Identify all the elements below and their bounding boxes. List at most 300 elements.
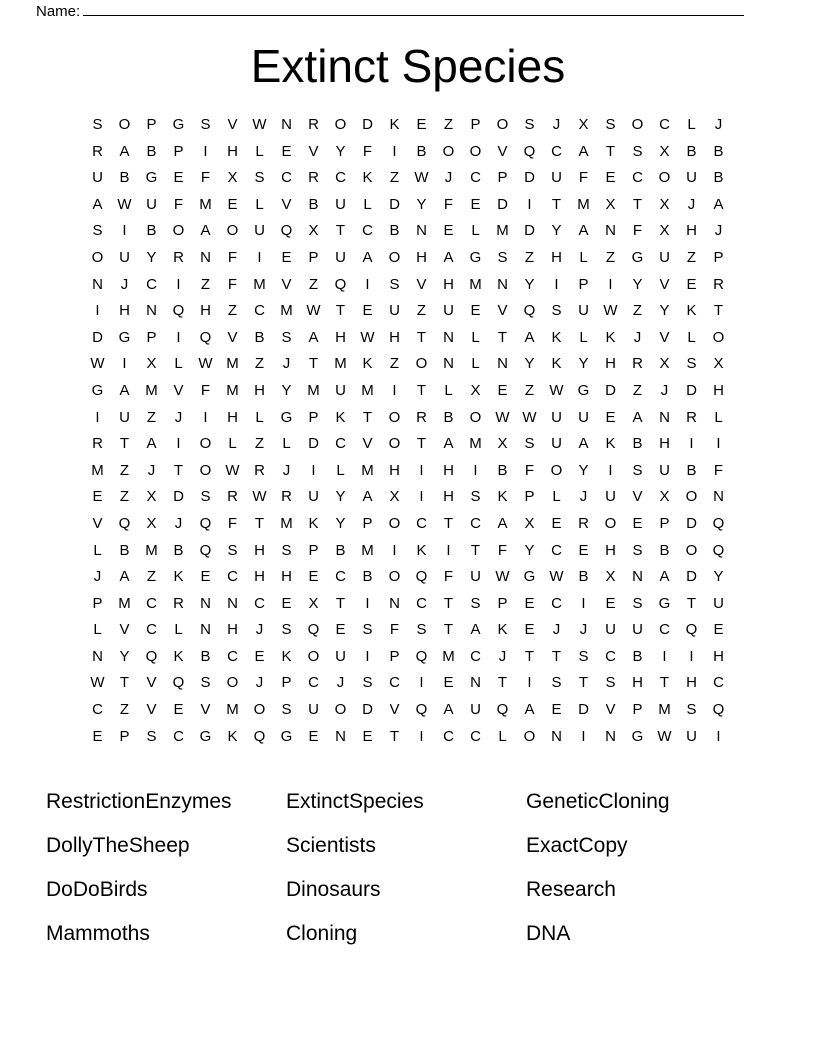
grid-cell[interactable]: M xyxy=(145,381,158,399)
grid-cell[interactable]: D xyxy=(497,195,508,213)
grid-cell[interactable]: M xyxy=(361,461,374,479)
grid-cell[interactable]: U xyxy=(335,647,346,665)
grid-cell[interactable]: V xyxy=(227,328,238,346)
grid-cell[interactable]: G xyxy=(199,727,212,745)
grid-cell[interactable]: Q xyxy=(685,621,698,639)
grid-cell[interactable]: A xyxy=(119,381,130,399)
grid-cell[interactable]: I xyxy=(392,381,397,399)
grid-cell[interactable]: T xyxy=(713,302,724,320)
grid-cell[interactable]: N xyxy=(443,328,454,346)
grid-cell[interactable]: I xyxy=(176,275,181,293)
grid-cell[interactable]: F xyxy=(227,275,238,293)
grid-cell[interactable]: I xyxy=(581,727,586,745)
grid-cell[interactable]: P xyxy=(389,647,400,665)
grid-cell[interactable]: P xyxy=(497,169,508,187)
grid-cell[interactable]: T xyxy=(362,408,373,426)
grid-cell[interactable]: O xyxy=(388,568,401,586)
word-list-item[interactable]: DollyTheSheep xyxy=(46,834,190,857)
grid-cell[interactable]: O xyxy=(307,647,320,665)
grid-cell[interactable]: J xyxy=(660,381,669,399)
grid-cell[interactable]: S xyxy=(551,674,562,692)
grid-cell[interactable]: I xyxy=(716,727,721,745)
grid-cell[interactable]: X xyxy=(659,355,670,373)
grid-cell[interactable]: X xyxy=(389,488,400,506)
grid-cell[interactable]: V xyxy=(389,701,400,719)
grid-cell[interactable]: E xyxy=(416,116,427,133)
grid-cell[interactable]: L xyxy=(174,355,183,373)
grid-cell[interactable]: W xyxy=(549,568,564,586)
grid-cell[interactable]: T xyxy=(632,195,643,213)
grid-cell[interactable]: C xyxy=(146,594,157,612)
grid-cell[interactable]: H xyxy=(659,435,670,453)
grid-cell[interactable]: I xyxy=(365,594,370,612)
grid-cell[interactable]: M xyxy=(577,195,590,213)
grid-cell[interactable]: Z xyxy=(443,116,454,133)
grid-cell[interactable]: Y xyxy=(335,488,346,506)
grid-cell[interactable]: N xyxy=(551,727,562,745)
grid-cell[interactable]: W xyxy=(657,727,672,745)
grid-cell[interactable]: V xyxy=(362,435,373,453)
grid-cell[interactable]: S xyxy=(470,488,481,506)
grid-cell[interactable]: N xyxy=(416,222,427,240)
grid-cell[interactable]: K xyxy=(605,435,616,453)
grid-cell[interactable]: P xyxy=(281,674,292,692)
grid-cell[interactable]: J xyxy=(336,674,345,692)
grid-cell[interactable]: A xyxy=(443,701,454,719)
grid-cell[interactable]: L xyxy=(282,435,291,453)
grid-cell[interactable]: O xyxy=(334,701,347,719)
grid-cell[interactable]: N xyxy=(443,355,454,373)
grid-cell[interactable]: A xyxy=(119,142,130,160)
grid-cell[interactable]: U xyxy=(335,381,346,399)
grid-cell[interactable]: J xyxy=(174,408,183,426)
grid-cell[interactable]: S xyxy=(632,541,643,559)
grid-cell[interactable]: M xyxy=(469,435,482,453)
grid-cell[interactable]: E xyxy=(470,302,481,320)
grid-cell[interactable]: I xyxy=(662,647,667,665)
grid-cell[interactable]: T xyxy=(173,461,184,479)
grid-cell[interactable]: H xyxy=(605,541,616,559)
grid-cell[interactable]: P xyxy=(119,727,130,745)
grid-cell[interactable]: Z xyxy=(632,381,643,399)
grid-cell[interactable]: F xyxy=(173,195,184,213)
grid-cell[interactable]: U xyxy=(308,488,319,506)
grid-cell[interactable]: V xyxy=(281,195,292,213)
grid-cell[interactable]: H xyxy=(254,541,265,559)
grid-cell[interactable]: L xyxy=(93,621,102,639)
grid-cell[interactable]: R xyxy=(416,408,427,426)
grid-cell[interactable]: I xyxy=(419,727,424,745)
grid-cell[interactable]: X xyxy=(146,488,157,506)
grid-cell[interactable]: J xyxy=(714,222,723,240)
grid-cell[interactable]: U xyxy=(470,701,481,719)
grid-cell[interactable]: L xyxy=(714,408,723,426)
grid-cell[interactable]: X xyxy=(578,116,589,133)
grid-cell[interactable]: J xyxy=(552,621,561,639)
grid-cell[interactable]: I xyxy=(419,488,424,506)
grid-cell[interactable]: E xyxy=(92,488,103,506)
grid-cell[interactable]: Z xyxy=(524,381,535,399)
grid-cell[interactable]: M xyxy=(118,594,131,612)
grid-cell[interactable]: O xyxy=(226,222,239,240)
grid-cell[interactable]: S xyxy=(281,541,292,559)
grid-cell[interactable]: W xyxy=(252,116,267,133)
grid-cell[interactable]: A xyxy=(578,142,589,160)
grid-cell[interactable]: F xyxy=(200,169,211,187)
grid-cell[interactable]: B xyxy=(497,461,508,479)
grid-cell[interactable]: E xyxy=(524,621,535,639)
grid-cell[interactable]: R xyxy=(686,408,697,426)
grid-cell[interactable]: Y xyxy=(335,142,346,160)
grid-cell[interactable]: I xyxy=(473,461,478,479)
grid-cell[interactable]: Q xyxy=(334,275,347,293)
grid-cell[interactable]: B xyxy=(713,169,724,187)
grid-cell[interactable]: Q xyxy=(415,647,428,665)
grid-cell[interactable]: Q xyxy=(172,674,185,692)
grid-cell[interactable]: C xyxy=(335,169,346,187)
grid-cell[interactable]: H xyxy=(227,142,238,160)
grid-cell[interactable]: N xyxy=(497,355,508,373)
word-list-item[interactable]: Dinosaurs xyxy=(286,878,381,901)
grid-cell[interactable]: C xyxy=(335,568,346,586)
grid-cell[interactable]: A xyxy=(119,568,130,586)
grid-cell[interactable]: X xyxy=(659,195,670,213)
grid-cell[interactable]: R xyxy=(308,116,319,133)
grid-cell[interactable]: S xyxy=(470,594,481,612)
grid-cell[interactable]: M xyxy=(496,222,509,240)
grid-cell[interactable]: T xyxy=(254,514,265,532)
grid-cell[interactable]: H xyxy=(200,302,211,320)
grid-cell[interactable]: C xyxy=(470,514,481,532)
grid-cell[interactable]: U xyxy=(335,195,346,213)
grid-cell[interactable]: K xyxy=(362,169,373,187)
grid-cell[interactable]: O xyxy=(334,116,347,133)
grid-cell[interactable]: K xyxy=(605,328,616,346)
grid-cell[interactable]: N xyxy=(470,674,481,692)
grid-cell[interactable]: M xyxy=(226,701,239,719)
grid-cell[interactable]: P xyxy=(173,142,184,160)
grid-cell[interactable]: C xyxy=(632,169,643,187)
grid-cell[interactable]: H xyxy=(686,674,697,692)
grid-cell[interactable]: C xyxy=(335,435,346,453)
grid-cell[interactable]: I xyxy=(122,355,127,373)
grid-cell[interactable]: J xyxy=(444,169,453,187)
grid-cell[interactable]: O xyxy=(172,222,185,240)
grid-cell[interactable]: U xyxy=(308,701,319,719)
grid-cell[interactable]: B xyxy=(578,568,589,586)
grid-cell[interactable]: I xyxy=(203,142,208,160)
grid-cell[interactable]: I xyxy=(689,647,694,665)
grid-cell[interactable]: S xyxy=(524,116,535,133)
grid-cell[interactable]: T xyxy=(389,727,400,745)
word-list-item[interactable]: Scientists xyxy=(286,834,376,857)
grid-cell[interactable]: F xyxy=(443,568,454,586)
grid-cell[interactable]: H xyxy=(686,222,697,240)
grid-cell[interactable]: Z xyxy=(308,275,319,293)
grid-cell[interactable]: U xyxy=(470,568,481,586)
grid-cell[interactable]: J xyxy=(120,275,129,293)
grid-cell[interactable]: X xyxy=(227,169,238,187)
grid-cell[interactable]: X xyxy=(659,222,670,240)
grid-cell[interactable]: X xyxy=(146,355,157,373)
grid-cell[interactable]: G xyxy=(172,116,185,133)
grid-cell[interactable]: O xyxy=(550,461,563,479)
grid-cell[interactable]: I xyxy=(581,594,586,612)
grid-cell[interactable]: E xyxy=(551,514,562,532)
grid-cell[interactable]: T xyxy=(416,381,427,399)
grid-cell[interactable]: O xyxy=(388,435,401,453)
grid-cell[interactable]: T xyxy=(551,195,562,213)
grid-cell[interactable]: L xyxy=(255,195,264,213)
grid-cell[interactable]: G xyxy=(91,381,104,399)
grid-cell[interactable]: Z xyxy=(389,169,400,187)
grid-cell[interactable]: W xyxy=(198,355,213,373)
grid-cell[interactable]: S xyxy=(578,647,589,665)
grid-cell[interactable]: O xyxy=(712,328,725,346)
grid-cell[interactable]: U xyxy=(659,461,670,479)
grid-cell[interactable]: P xyxy=(497,594,508,612)
grid-cell[interactable]: E xyxy=(281,594,292,612)
grid-cell[interactable]: F xyxy=(524,461,535,479)
grid-cell[interactable]: L xyxy=(471,328,480,346)
grid-cell[interactable]: M xyxy=(280,514,293,532)
grid-cell[interactable]: S xyxy=(605,674,616,692)
grid-cell[interactable]: M xyxy=(253,275,266,293)
grid-cell[interactable]: S xyxy=(686,355,697,373)
grid-cell[interactable]: C xyxy=(281,169,292,187)
grid-cell[interactable]: U xyxy=(605,488,616,506)
grid-cell[interactable]: H xyxy=(227,621,238,639)
grid-cell[interactable]: F xyxy=(497,541,508,559)
grid-cell[interactable]: O xyxy=(604,514,617,532)
word-list-item[interactable]: Mammoths xyxy=(46,922,150,945)
grid-cell[interactable]: I xyxy=(689,435,694,453)
grid-cell[interactable]: W xyxy=(252,488,267,506)
grid-cell[interactable]: R xyxy=(308,169,319,187)
grid-cell[interactable]: H xyxy=(416,248,427,266)
grid-cell[interactable]: S xyxy=(92,116,103,133)
grid-cell[interactable]: D xyxy=(578,701,589,719)
grid-cell[interactable]: A xyxy=(497,514,508,532)
grid-cell[interactable]: C xyxy=(146,621,157,639)
grid-cell[interactable]: T xyxy=(119,435,130,453)
grid-cell[interactable]: H xyxy=(335,328,346,346)
grid-cell[interactable]: L xyxy=(687,116,696,133)
grid-cell[interactable]: S xyxy=(92,222,103,240)
grid-cell[interactable]: I xyxy=(527,674,532,692)
grid-cell[interactable]: F xyxy=(200,381,211,399)
grid-cell[interactable]: L xyxy=(336,461,345,479)
grid-cell[interactable]: O xyxy=(469,142,482,160)
grid-cell[interactable]: O xyxy=(442,142,455,160)
grid-cell[interactable]: C xyxy=(389,674,400,692)
grid-cell[interactable]: M xyxy=(91,461,104,479)
grid-cell[interactable]: D xyxy=(524,222,535,240)
grid-cell[interactable]: D xyxy=(92,328,103,346)
grid-cell[interactable]: A xyxy=(362,488,373,506)
grid-cell[interactable]: C xyxy=(227,647,238,665)
grid-cell[interactable]: O xyxy=(523,727,536,745)
grid-cell[interactable]: P xyxy=(470,116,481,133)
grid-cell[interactable]: T xyxy=(416,328,427,346)
grid-cell[interactable]: J xyxy=(579,488,588,506)
grid-cell[interactable]: H xyxy=(389,328,400,346)
grid-cell[interactable]: F xyxy=(632,222,643,240)
grid-cell[interactable]: M xyxy=(145,541,158,559)
grid-cell[interactable]: T xyxy=(659,674,670,692)
grid-cell[interactable]: J xyxy=(282,355,291,373)
grid-cell[interactable]: R xyxy=(713,275,724,293)
grid-cell[interactable]: J xyxy=(282,461,291,479)
grid-cell[interactable]: E xyxy=(551,701,562,719)
grid-cell[interactable]: D xyxy=(524,169,535,187)
grid-cell[interactable]: I xyxy=(392,142,397,160)
grid-cell[interactable]: A xyxy=(443,435,454,453)
grid-cell[interactable]: W xyxy=(117,195,132,213)
grid-cell[interactable]: Y xyxy=(578,355,589,373)
grid-cell[interactable]: S xyxy=(632,461,643,479)
grid-cell[interactable]: Y xyxy=(632,275,643,293)
grid-cell[interactable]: X xyxy=(713,355,724,373)
grid-cell[interactable]: H xyxy=(713,381,724,399)
grid-cell[interactable]: C xyxy=(713,674,724,692)
grid-cell[interactable]: K xyxy=(308,514,319,532)
grid-cell[interactable]: M xyxy=(226,355,239,373)
grid-cell[interactable]: W xyxy=(495,568,510,586)
grid-cell[interactable]: B xyxy=(659,541,670,559)
grid-cell[interactable]: H xyxy=(443,488,454,506)
grid-cell[interactable]: Y xyxy=(551,222,562,240)
grid-cell[interactable]: E xyxy=(308,727,319,745)
word-list-item[interactable]: GeneticCloning xyxy=(526,790,670,813)
grid-cell[interactable]: B xyxy=(146,222,157,240)
grid-cell[interactable]: X xyxy=(308,594,319,612)
grid-cell[interactable]: P xyxy=(524,488,535,506)
grid-cell[interactable]: F xyxy=(443,195,454,213)
grid-cell[interactable]: V xyxy=(173,381,184,399)
grid-cell[interactable]: B xyxy=(119,541,130,559)
grid-cell[interactable]: S xyxy=(551,302,562,320)
grid-cell[interactable]: X xyxy=(605,568,616,586)
grid-cell[interactable]: E xyxy=(281,142,292,160)
word-list-item[interactable]: RestrictionEnzymes xyxy=(46,790,232,813)
grid-cell[interactable]: V xyxy=(92,514,103,532)
grid-cell[interactable]: K xyxy=(551,355,562,373)
grid-cell[interactable]: S xyxy=(524,435,535,453)
grid-cell[interactable]: C xyxy=(173,727,184,745)
grid-cell[interactable]: C xyxy=(254,594,265,612)
grid-cell[interactable]: B xyxy=(686,142,697,160)
grid-cell[interactable]: S xyxy=(200,674,211,692)
grid-cell[interactable]: N xyxy=(200,621,211,639)
grid-cell[interactable]: A xyxy=(200,222,211,240)
grid-cell[interactable]: L xyxy=(498,727,507,745)
grid-cell[interactable]: H xyxy=(227,408,238,426)
grid-cell[interactable]: I xyxy=(716,435,721,453)
grid-cell[interactable]: U xyxy=(713,594,724,612)
grid-cell[interactable]: J xyxy=(147,461,156,479)
grid-cell[interactable]: V xyxy=(659,275,670,293)
grid-cell[interactable]: N xyxy=(605,222,616,240)
grid-cell[interactable]: H xyxy=(443,461,454,479)
grid-cell[interactable]: Q xyxy=(712,701,725,719)
grid-cell[interactable]: S xyxy=(281,328,292,346)
grid-cell[interactable]: M xyxy=(199,195,212,213)
grid-cell[interactable]: B xyxy=(200,647,211,665)
grid-cell[interactable]: E xyxy=(335,621,346,639)
grid-cell[interactable]: H xyxy=(443,275,454,293)
grid-cell[interactable]: E xyxy=(281,248,292,266)
grid-cell[interactable]: Z xyxy=(524,248,535,266)
grid-cell[interactable]: R xyxy=(254,461,265,479)
grid-cell[interactable]: N xyxy=(335,727,346,745)
grid-cell[interactable]: A xyxy=(362,248,373,266)
grid-cell[interactable]: S xyxy=(362,674,373,692)
grid-cell[interactable]: S xyxy=(416,621,427,639)
grid-cell[interactable]: L xyxy=(579,248,588,266)
grid-cell[interactable]: C xyxy=(227,568,238,586)
grid-cell[interactable]: I xyxy=(122,222,127,240)
grid-cell[interactable]: W xyxy=(414,169,429,187)
grid-cell[interactable]: O xyxy=(253,701,266,719)
grid-cell[interactable]: Q xyxy=(523,302,536,320)
grid-cell[interactable]: I xyxy=(527,195,532,213)
grid-cell[interactable]: S xyxy=(497,248,508,266)
grid-cell[interactable]: Z xyxy=(146,408,157,426)
grid-cell[interactable]: W xyxy=(90,355,105,373)
grid-cell[interactable]: L xyxy=(579,328,588,346)
grid-cell[interactable]: I xyxy=(608,275,613,293)
grid-cell[interactable]: B xyxy=(713,142,724,160)
grid-cell[interactable]: K xyxy=(686,302,697,320)
grid-cell[interactable]: C xyxy=(443,727,454,745)
grid-cell[interactable]: O xyxy=(388,408,401,426)
grid-cell[interactable]: T xyxy=(443,514,454,532)
grid-cell[interactable]: L xyxy=(552,488,561,506)
grid-cell[interactable]: P xyxy=(362,514,373,532)
grid-cell[interactable]: I xyxy=(257,248,262,266)
grid-cell[interactable]: L xyxy=(228,435,237,453)
word-list-item[interactable]: Cloning xyxy=(286,922,358,945)
grid-cell[interactable]: M xyxy=(361,541,374,559)
grid-cell[interactable]: Y xyxy=(524,275,535,293)
word-list-item[interactable]: ExactCopy xyxy=(526,834,628,857)
grid-cell[interactable]: T xyxy=(686,594,697,612)
grid-cell[interactable]: N xyxy=(713,488,724,506)
grid-cell[interactable]: U xyxy=(686,169,697,187)
grid-cell[interactable]: S xyxy=(362,621,373,639)
grid-cell[interactable]: F xyxy=(227,248,238,266)
grid-cell[interactable]: L xyxy=(471,222,480,240)
grid-cell[interactable]: E xyxy=(497,381,508,399)
grid-cell[interactable]: L xyxy=(444,381,453,399)
grid-cell[interactable]: S xyxy=(389,275,400,293)
grid-cell[interactable]: K xyxy=(173,568,184,586)
grid-cell[interactable]: K xyxy=(551,328,562,346)
grid-cell[interactable]: I xyxy=(392,541,397,559)
grid-cell[interactable]: I xyxy=(176,328,181,346)
grid-cell[interactable]: Y xyxy=(146,248,157,266)
grid-cell[interactable]: Y xyxy=(578,461,589,479)
grid-cell[interactable]: D xyxy=(362,701,373,719)
grid-cell[interactable]: P xyxy=(146,116,157,133)
grid-cell[interactable]: V xyxy=(146,701,157,719)
grid-cell[interactable]: X xyxy=(146,514,157,532)
grid-cell[interactable]: H xyxy=(254,568,265,586)
grid-cell[interactable]: O xyxy=(496,116,509,133)
grid-cell[interactable]: Q xyxy=(496,701,509,719)
grid-cell[interactable]: Y xyxy=(119,647,130,665)
